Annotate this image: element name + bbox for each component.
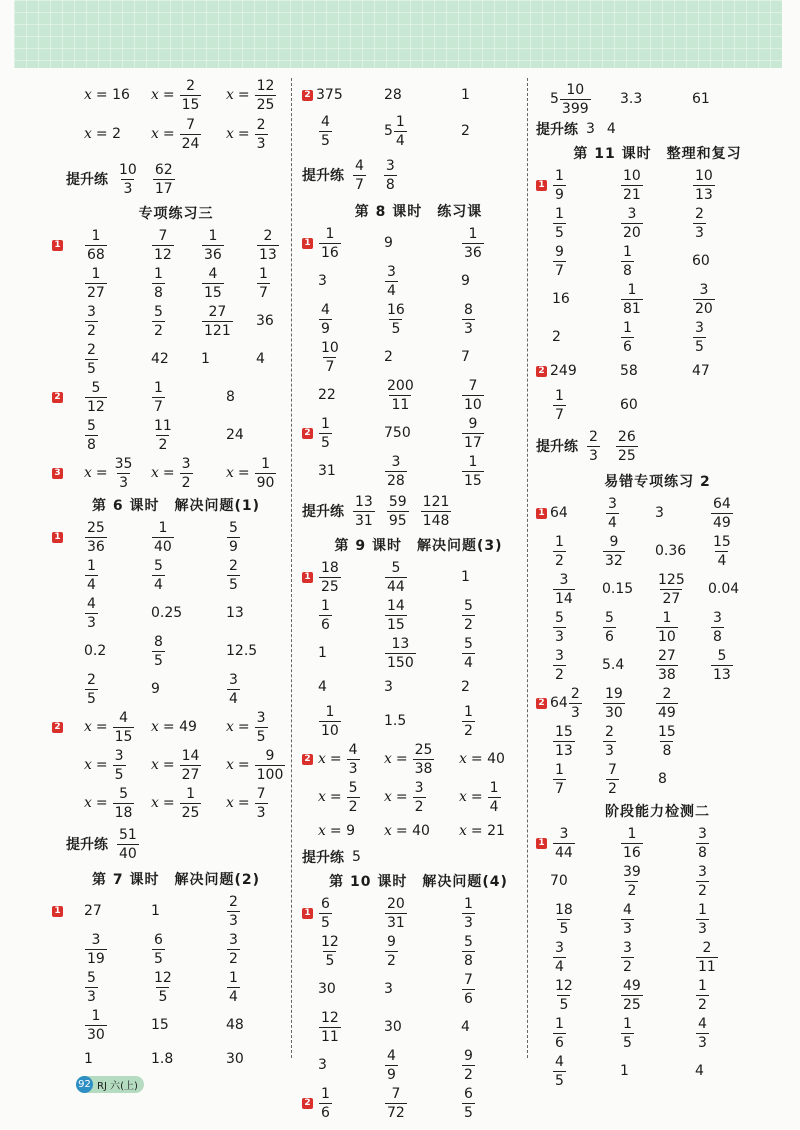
answer-row: $\frac{2}{5}$ 42 1 4	[87, 341, 265, 377]
question-badge: 2	[536, 366, 547, 377]
column-divider	[527, 78, 528, 1058]
answer-row: 2 $\frac{1}{5}$ 750 $\frac{9}{17}$	[316, 414, 521, 452]
answer-row: $\frac{1}{6}$ $\frac{1}{5}$ $\frac{4}{3}$	[555, 1015, 707, 1051]
answer-row: $\frac{1}{2}$ $\frac{9}{32}$ 0.36 $\frac{15}{4}$	[555, 533, 731, 569]
answer-row: $\frac{15}{13}$ $\frac{2}{3}$ $\frac{15}{8}$	[555, 723, 676, 759]
answer-row: $\frac{12}{5}$ $\frac{9}{2}$ $\frac{5}{8}$	[321, 933, 473, 969]
answer-row: $\frac{5}{3}$ $\frac{5}{6}$ $\frac{1}{10}$ $\frac{3}{8}$	[555, 609, 722, 645]
page-footer	[76, 1076, 144, 1093]
answer-row: $\frac{9}{7}$ $\frac{1}{8}$ 60	[555, 243, 710, 279]
answer-row: 31 $\frac{3}{28}$ $\frac{1}{15}$	[318, 453, 482, 489]
answer-row: $\frac{1}{7}$ $\frac{7}{2}$ 8	[555, 761, 667, 797]
answer-row: 1 $\frac{1}{16}$ 9 $\frac{1}{36}$	[316, 224, 521, 262]
answer-row: $\frac{1}{10}$ 1.5 $\frac{1}{2}$	[321, 703, 473, 739]
answer-row: $\frac{5}{8}$ $\frac{11}{2}$ 24	[87, 417, 244, 453]
answer-row: $\frac{3}{2}$ $\frac{5}{2}$ $\frac{27}{121}$ 36	[87, 303, 274, 339]
answer-row: 2 375 28 1	[316, 80, 521, 110]
answer-row: 1 $\frac{18}{25}$ $\frac{5}{44}$ 1	[316, 558, 521, 596]
answer-row: x = $\frac{3}{5}$ x = $\frac{14}{27}$ x = $\frac{9}{100}$	[84, 747, 284, 783]
answer-row: 1 $\frac{25}{36}$ $\frac{1}{40}$ $\frac{5}{9}$	[66, 518, 286, 556]
answer-row: 70 $\frac{39}{2}$ $\frac{3}{2}$	[550, 863, 707, 899]
question-badge: 2	[52, 722, 63, 733]
answer-row: $\frac{3}{19}$ $\frac{6}{5}$ $\frac{3}{2}$	[87, 931, 238, 967]
answer-row: $\frac{10}{7}$ 2 7	[321, 339, 470, 375]
answer-row: $\frac{1}{6}$ $\frac{14}{15}$ $\frac{5}{2}$	[321, 597, 473, 633]
question-badge: 2	[302, 1098, 313, 1109]
answer-row: 1 $\frac{1}{9}$ $\frac{10}{21}$ $\frac{10}{13}$	[550, 166, 765, 204]
section-heading: 第 10 课时 解决问题(4)	[329, 874, 508, 890]
answer-row: 5 $\frac{10}{399}$ 3.3 61	[550, 81, 710, 117]
answer-row: 1 27 1 $\frac{2}{3}$	[66, 892, 286, 930]
answer-row: 3 $\frac{3}{4}$ 9	[318, 263, 470, 299]
section-heading: 专项练习三	[138, 206, 214, 222]
question-badge: 2	[536, 698, 547, 709]
question-badge: 2	[302, 90, 313, 101]
question-badge: 2	[302, 754, 313, 765]
tisheng-row: 提升练 3 4	[536, 121, 616, 138]
answer-row: $\frac{4}{3}$ 0.25 13	[87, 595, 244, 631]
section-heading: 第 9 课时 解决问题(3)	[334, 538, 503, 554]
answer-row: $\frac{4}{5}$ 5 $\frac{1}{4}$ 2	[321, 113, 470, 149]
answer-row: $\frac{12}{11}$ 30 4	[321, 1009, 470, 1045]
question-badge: 1	[536, 180, 547, 191]
answer-row: 1 $\frac{3}{44}$ $\frac{1}{16}$ $\frac{3}{8}$	[550, 824, 765, 862]
answer-row: $\frac{1}{30}$ 15 48	[87, 1007, 244, 1043]
answer-row: 2 64 $\frac{2}{3}$ $\frac{19}{30}$ $\frac{2}{49}$	[550, 684, 765, 722]
answer-row: 1 1.8 30	[84, 1051, 244, 1067]
page-number: 92	[76, 1076, 93, 1093]
answer-row: $\frac{1}{27}$ $\frac{1}{8}$ $\frac{4}{15}$ $\frac{1}{7}$	[87, 265, 268, 301]
answer-row: $\frac{3}{2}$ 5.4 $\frac{27}{38}$ $\frac{5}{13}$	[555, 647, 731, 683]
answer-row: $\frac{2}{5}$ 9 $\frac{3}{4}$	[87, 671, 238, 707]
question-badge: 1	[536, 838, 547, 849]
answer-row: 2 $\frac{5}{12}$ $\frac{1}{7}$ 8	[66, 378, 286, 416]
answer-row: $\frac{4}{9}$ $\frac{16}{5}$ $\frac{8}{3}$	[321, 301, 473, 337]
answer-row: 0.2 $\frac{8}{5}$ 12.5	[84, 633, 258, 669]
answer-row: $\frac{1}{7}$ 60	[555, 387, 638, 423]
answer-row: 2 $\frac{1}{6}$ $\frac{3}{5}$	[552, 319, 704, 355]
tisheng-row: 提升练 $\frac{51}{40}$	[66, 826, 137, 862]
section-heading: 第 6 课时 解决问题(1)	[91, 498, 261, 514]
answer-row: $\frac{3}{14}$ 0.15 $\frac{125}{27}$ 0.04	[555, 571, 740, 607]
answer-row: x = 9 x = 40 x = 21	[318, 823, 505, 839]
question-badge: 1	[536, 508, 547, 519]
question-badge: 1	[302, 238, 313, 249]
answer-row: 1 $\frac{1}{68}$ $\frac{7}{12}$ $\frac{1}{36}$ $\frac{2}{13}$	[66, 226, 286, 264]
answer-row: 2 249 58 47	[550, 356, 765, 386]
section-heading: 第 8 课时 练习课	[354, 204, 483, 220]
section-heading: 阶段能力检测二	[605, 804, 710, 820]
question-badge: 1	[52, 240, 63, 251]
answer-row: $\frac{5}{3}$ $\frac{12}{5}$ $\frac{1}{4}$	[87, 969, 238, 1005]
section-heading: 易错专项练习 2	[604, 474, 711, 490]
answer-row: 2 $\frac{1}{6}$ $\frac{7}{72}$ $\frac{6}{5}$	[316, 1084, 521, 1122]
answer-row: $\frac{3}{4}$ $\frac{3}{2}$ $\frac{2}{11}$	[555, 939, 716, 975]
answer-row: 1 $\frac{13}{150}$ $\frac{5}{4}$	[318, 635, 473, 671]
answer-row: 1 $\frac{6}{5}$ $\frac{20}{31}$ $\frac{1}{3}$	[316, 894, 521, 932]
column-divider	[291, 78, 292, 1058]
tisheng-row: 提升练 $\frac{2}{3}$ $\frac{26}{25}$	[536, 428, 636, 464]
answer-column-2	[302, 80, 521, 1122]
answer-row: $\frac{1}{4}$ $\frac{5}{4}$ $\frac{2}{5}$	[87, 557, 238, 593]
question-badge: 1	[52, 532, 63, 543]
answer-row: $\frac{12}{5}$ $\frac{49}{25}$ $\frac{1}{2}$	[555, 977, 707, 1013]
section-heading: 第 7 课时 解决问题(2)	[91, 872, 261, 888]
answer-row: x = 16 x = $\frac{2}{15}$ x = $\frac{12}{25}$	[84, 77, 275, 113]
answer-row: x = 2 x = $\frac{7}{24}$ x = $\frac{2}{3}$	[84, 116, 266, 152]
edition-label: RJ 六(上)	[97, 1081, 138, 1092]
question-badge: 1	[302, 908, 313, 919]
answer-row: 3 $\frac{4}{9}$ $\frac{9}{2}$	[318, 1047, 473, 1083]
answer-row: $\frac{18}{5}$ $\frac{4}{3}$ $\frac{1}{3}$	[555, 901, 707, 937]
answer-row: x = $\frac{5}{18}$ x = $\frac{1}{25}$ x = $\frac{7}{3}$	[84, 785, 266, 821]
answer-row: 30 3 $\frac{7}{6}$	[318, 971, 473, 1007]
answer-row: 16 $\frac{1}{81}$ $\frac{3}{20}$	[552, 281, 713, 317]
question-badge: 2	[302, 428, 313, 439]
top-decorative-banner	[14, 0, 782, 68]
answer-row: 3 x = $\frac{35}{3}$ x = $\frac{3}{2}$ x = $\frac{1}{90}$	[66, 454, 286, 492]
question-badge: 2	[52, 392, 63, 403]
answer-row: $\frac{4}{5}$ 1 4	[555, 1053, 704, 1089]
answer-row: 2 x = $\frac{4}{15}$ x = 49 x = $\frac{3}{5}$	[66, 708, 286, 746]
question-badge: 1	[52, 906, 63, 917]
tisheng-row: 提升练 5	[302, 849, 361, 866]
answer-column-1	[54, 77, 286, 1074]
answer-row: 2 x = $\frac{4}{3}$ x = $\frac{25}{38}$ x = 40	[316, 740, 521, 778]
answer-row: 4 3 2	[318, 679, 470, 695]
answer-column-3	[536, 80, 765, 1090]
tisheng-row: 提升练 $\frac{10}{3}$ $\frac{62}{17}$	[66, 161, 173, 197]
answer-row: 22 $\frac{200}{11}$ $\frac{7}{10}$	[318, 377, 482, 413]
section-heading: 第 11 课时 整理和复习	[573, 146, 742, 162]
answer-row: x = $\frac{5}{2}$ x = $\frac{3}{2}$ x = $\frac{1}{4}$	[318, 779, 499, 815]
question-badge: 3	[52, 468, 63, 479]
question-badge: 1	[302, 572, 313, 583]
answer-row: $\frac{1}{5}$ $\frac{3}{20}$ $\frac{2}{3}$	[555, 205, 704, 241]
tisheng-row: 提升练 $\frac{13}{31}$ $\frac{59}{95}$ $\frac{121}{148}$	[302, 493, 450, 529]
tisheng-row: 提升练 $\frac{4}{7}$ $\frac{3}{8}$	[302, 157, 395, 193]
answer-row: 1 64 $\frac{3}{4}$ 3 $\frac{64}{49}$	[550, 494, 765, 532]
